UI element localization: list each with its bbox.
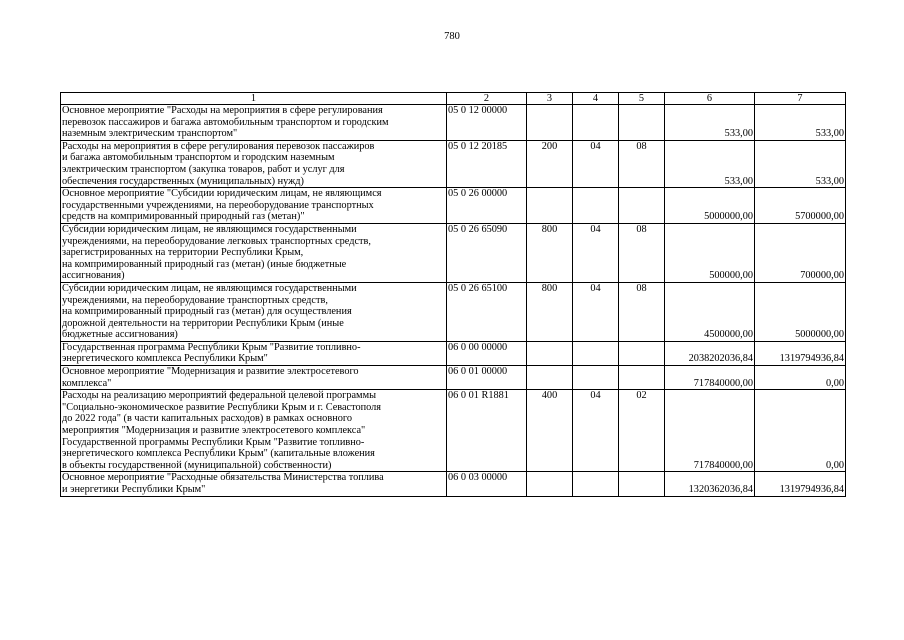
row-subsection-cell — [619, 188, 665, 224]
table-row — [61, 366, 846, 390]
row-amount-year2-cell: 1319794936,84 — [755, 472, 846, 496]
row-expense-type-cell: 200 — [527, 140, 573, 187]
row-expense-type-cell: 800 — [527, 223, 573, 282]
row-amount-year1-cell: 533,00 — [665, 105, 755, 141]
table-header-row — [61, 93, 846, 105]
row-name-cell: Расходы на мероприятия в сфере регулирования перевозок пассажиров и багажа автомобильным транспортом и городским наземным электрическим транспортом (закупка товаров, работ и услуг для обеспечения государственных (муниципальных) нужд) — [61, 140, 447, 187]
table-row — [61, 472, 846, 496]
row-subsection-cell — [619, 341, 665, 365]
row-name-cell: Основное мероприятие "Субсидии юридическим лицам, не являющимся государственными учреждениями, на переоборудование транспортных средств на компримированный природный газ (метан)" — [61, 188, 447, 224]
row-subsection-cell: 08 — [619, 282, 665, 341]
row-amount-year2-cell: 0,00 — [755, 366, 846, 390]
row-name-cell: Основное мероприятие "Расходные обязательства Министерства топлива и энергетики Республики Крым" — [61, 472, 447, 496]
row-target-code-cell: 06 0 01 R1881 — [447, 390, 527, 472]
column-header-1: 1 — [61, 93, 447, 105]
row-amount-year1-cell: 500000,00 — [665, 223, 755, 282]
row-target-code-cell: 05 0 26 00000 — [447, 188, 527, 224]
row-amount-year1-cell: 5000000,00 — [665, 188, 755, 224]
row-target-code-cell: 05 0 26 65090 — [447, 223, 527, 282]
row-amount-year2-cell: 700000,00 — [755, 223, 846, 282]
row-section-cell: 04 — [573, 390, 619, 472]
row-target-code-cell: 06 0 03 00000 — [447, 472, 527, 496]
row-section-cell — [573, 472, 619, 496]
row-expense-type-cell — [527, 188, 573, 224]
table-row — [61, 105, 846, 141]
row-subsection-cell — [619, 366, 665, 390]
row-section-cell — [573, 188, 619, 224]
row-subsection-cell: 08 — [619, 140, 665, 187]
row-subsection-cell: 08 — [619, 223, 665, 282]
row-name-cell: Основное мероприятие "Модернизация и развитие электросетевого комплекса" — [61, 366, 447, 390]
row-name-cell: Государственная программа Республики Крым "Развитие топливно- энергетического комплекса Республики Крым" — [61, 341, 447, 365]
table-row — [61, 188, 846, 224]
row-target-code-cell: 06 0 00 00000 — [447, 341, 527, 365]
row-section-cell — [573, 341, 619, 365]
row-name-cell: Субсидии юридическим лицам, не являющимся государственными учреждениями, на переоборудование легковых транспортных средств, зарегистрированных на территории Республики Крым, на компримированный природный газ (метан) (иные бюджетные ассигнования) — [61, 223, 447, 282]
row-expense-type-cell — [527, 472, 573, 496]
row-amount-year2-cell: 533,00 — [755, 140, 846, 187]
row-target-code-cell: 05 0 26 65100 — [447, 282, 527, 341]
row-section-cell — [573, 105, 619, 141]
row-target-code-cell: 06 0 01 00000 — [447, 366, 527, 390]
column-header-3: 3 — [527, 93, 573, 105]
row-expense-type-cell — [527, 366, 573, 390]
row-name-cell: Основное мероприятие "Расходы на мероприятия в сфере регулирования перевозок пассажиров и багажа автомобильным транспортом и городским наземным электрическим транспортом" — [61, 105, 447, 141]
row-subsection-cell: 02 — [619, 390, 665, 472]
column-header-4: 4 — [573, 93, 619, 105]
table-row — [61, 341, 846, 365]
row-amount-year1-cell: 717840000,00 — [665, 366, 755, 390]
row-name-cell: Субсидии юридическим лицам, не являющимся государственными учреждениями, на переоборудование транспортных средств, на компримированный природный газ (метан) для осуществления дорожной деятельности на территории Республики Крым (иные бюджетные ассигнования) — [61, 282, 447, 341]
table-row — [61, 282, 846, 341]
row-name-cell: Расходы на реализацию мероприятий федеральной целевой программы "Социально-экономическое развитие Республики Крым и г. Севастополя до 2022 года" (в части капитальных расходов) в рамках основного мероприятия "Модернизация и развитие электросетевого комплекса" Государственной программы Республики Крым "Развитие топливно- энергетического комплекса Республики Крым" (капитальные вложения в объекты государственной (муниципальной) собственности) — [61, 390, 447, 472]
row-target-code-cell: 05 0 12 20185 — [447, 140, 527, 187]
table-row — [61, 223, 846, 282]
row-amount-year2-cell: 533,00 — [755, 105, 846, 141]
row-section-cell: 04 — [573, 282, 619, 341]
row-target-code-cell: 05 0 12 00000 — [447, 105, 527, 141]
row-amount-year2-cell: 0,00 — [755, 390, 846, 472]
row-section-cell: 04 — [573, 223, 619, 282]
page-number: 780 — [444, 31, 460, 42]
row-subsection-cell — [619, 472, 665, 496]
row-expense-type-cell — [527, 105, 573, 141]
row-amount-year2-cell: 1319794936,84 — [755, 341, 846, 365]
row-amount-year1-cell: 533,00 — [665, 140, 755, 187]
row-amount-year1-cell: 717840000,00 — [665, 390, 755, 472]
table-row — [61, 390, 846, 472]
row-amount-year2-cell: 5700000,00 — [755, 188, 846, 224]
column-header-7: 7 — [755, 93, 846, 105]
column-header-2: 2 — [447, 93, 527, 105]
column-header-6: 6 — [665, 93, 755, 105]
row-amount-year1-cell: 1320362036,84 — [665, 472, 755, 496]
row-amount-year2-cell: 5000000,00 — [755, 282, 846, 341]
table-body — [61, 93, 846, 497]
row-amount-year1-cell: 4500000,00 — [665, 282, 755, 341]
row-section-cell — [573, 366, 619, 390]
row-section-cell: 04 — [573, 140, 619, 187]
row-amount-year1-cell: 2038202036,84 — [665, 341, 755, 365]
row-expense-type-cell: 400 — [527, 390, 573, 472]
row-expense-type-cell: 800 — [527, 282, 573, 341]
table-row — [61, 140, 846, 187]
column-header-5: 5 — [619, 93, 665, 105]
row-subsection-cell — [619, 105, 665, 141]
budget-table — [60, 92, 846, 497]
row-expense-type-cell — [527, 341, 573, 365]
